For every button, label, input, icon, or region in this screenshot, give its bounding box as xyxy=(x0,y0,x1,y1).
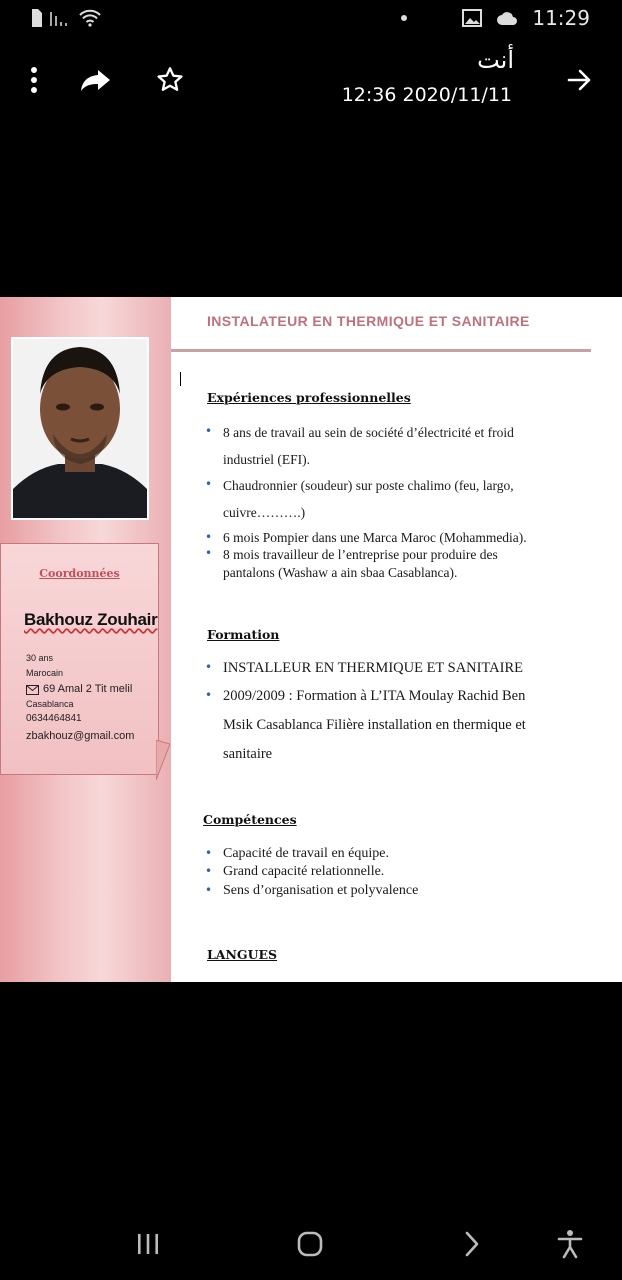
bullet-icon: • xyxy=(205,883,213,897)
bullet-icon: • xyxy=(205,846,213,860)
status-bar xyxy=(0,0,622,38)
experience-line-5: 6 mois Pompier dans une Marca Maroc (Mohammedia). xyxy=(223,530,527,545)
contact-title: Coordonnées xyxy=(39,567,120,580)
formation-heading: Formation xyxy=(207,627,280,642)
competences-heading: Compétences xyxy=(203,812,297,827)
formation-line-2: 2009/2009 : Formation à L’ITA Moulay Rachid Ben xyxy=(223,688,526,704)
candidate-address-row xyxy=(26,684,132,695)
dot-icon xyxy=(400,14,408,22)
status-right-icons xyxy=(400,6,590,30)
experience-line-6: 8 mois travailleur de l’entreprise pour produire des xyxy=(223,547,498,562)
back-chevron-icon[interactable] xyxy=(452,1224,492,1264)
candidate-phone: 0634464841 xyxy=(26,713,82,724)
experience-line-7: pantalons (Washaw a ain sbaa Casablanca). xyxy=(223,565,458,580)
title-divider xyxy=(171,349,591,352)
sim-icon xyxy=(30,9,42,27)
page-curl-icon xyxy=(156,740,170,780)
accessibility-icon[interactable] xyxy=(550,1224,590,1264)
recent-apps-icon[interactable] xyxy=(128,1224,168,1264)
competence-1: Capacité de travail en équipe. xyxy=(223,846,389,861)
home-icon[interactable] xyxy=(290,1224,330,1264)
cloud-icon xyxy=(496,10,518,26)
gallery-icon xyxy=(462,9,482,27)
experience-line-3: Chaudronnier (soudeur) sur poste chalimo (feu, largo, xyxy=(223,478,514,493)
candidate-nationality: Marocain xyxy=(26,668,64,678)
cv-title: INSTALATEUR EN THERMIQUE ET SANITAIRE xyxy=(207,313,530,329)
wifi-icon xyxy=(78,9,102,27)
star-icon[interactable] xyxy=(150,60,190,100)
status-time: 11:29 xyxy=(532,6,590,30)
message-datetime: 12:36 2020/11/11 xyxy=(341,84,512,106)
signal-icon xyxy=(50,10,70,26)
status-left-icons xyxy=(30,9,102,27)
competence-3: Sens d’organisation et polyvalence xyxy=(223,883,419,898)
sender-name: أنت xyxy=(477,46,514,74)
bullet-icon: • xyxy=(205,477,213,491)
candidate-age: 30 ans xyxy=(26,653,54,663)
formation-line-1: INSTALLEUR EN THERMIQUE ET SANITAIRE xyxy=(223,660,524,676)
text-cursor xyxy=(180,372,181,386)
arrow-forward-icon[interactable] xyxy=(560,60,600,100)
bullet-icon: • xyxy=(205,660,213,674)
forward-share-icon[interactable] xyxy=(76,60,116,100)
bullet-icon: • xyxy=(205,530,213,544)
profile-photo xyxy=(11,337,149,520)
envelope-icon xyxy=(26,685,39,695)
experience-heading: Expériences professionnelles xyxy=(207,390,411,405)
person-photo-icon xyxy=(13,339,147,518)
bullet-icon: • xyxy=(205,424,213,438)
candidate-name: Bakhouz Zouhair xyxy=(24,610,158,629)
cv-document-image[interactable] xyxy=(0,297,622,982)
more-options-icon[interactable] xyxy=(14,60,54,100)
experience-line-1: 8 ans de travail au sein de société d’électricité et froid xyxy=(223,425,514,440)
competence-2: Grand capacité relationnelle. xyxy=(223,864,385,879)
candidate-city: Casablanca xyxy=(26,699,74,709)
formation-line-3: Msik Casablanca Filière installation en thermique et xyxy=(223,717,526,733)
experience-line-4: cuivre……….) xyxy=(223,505,306,520)
bullet-icon: • xyxy=(205,864,213,878)
candidate-address: 69 Amal 2 Tit melil xyxy=(43,683,133,695)
candidate-email: zbakhouz@gmail.com xyxy=(26,730,135,742)
bullet-icon: • xyxy=(205,546,213,560)
experience-line-2: industriel (EFI). xyxy=(223,452,310,467)
formation-line-4: sanitaire xyxy=(223,746,273,762)
bullet-icon: • xyxy=(205,688,213,702)
langues-heading: LANGUES xyxy=(207,947,278,962)
